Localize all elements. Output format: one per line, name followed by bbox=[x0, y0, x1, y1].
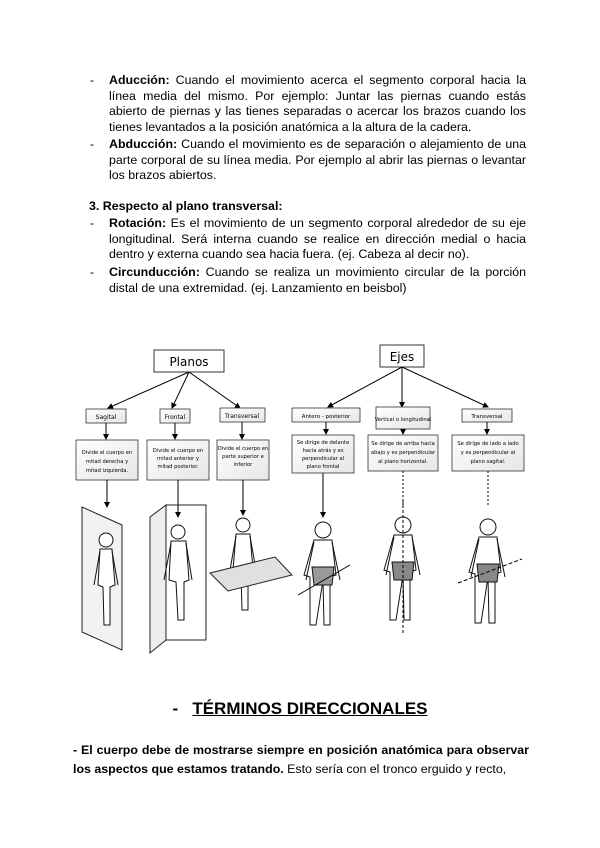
bullet-dash: - bbox=[90, 265, 95, 279]
text-abduccion: Cuando el movimiento es de separación o alejamiento de una parte corporal de su línea media. Por ejemplo al abrir las piernas o levantar los brazos abiertos. bbox=[109, 137, 526, 183]
figure-vertical bbox=[384, 500, 420, 635]
ejes-title: Ejes bbox=[389, 350, 415, 364]
plano-desc-transversal-3: inferior bbox=[233, 462, 253, 468]
plano-desc-sagital-3: mitad izquierda. bbox=[85, 468, 129, 474]
eje-desc-antero-1: Se dirige de delante bbox=[296, 440, 350, 446]
text-rotacion: Es el movimiento de un segmento corporal alrededor de su eje longitudinal. Será interna cuando se realice en dirección medial o hacia dentro y externa cuando sea hacia fuera. (ej. Cabeza al decir no). bbox=[109, 216, 526, 262]
text-aduccion: Cuando el movimiento acerca el segmento corporal hacia la línea media del mismo. Por ejemplo: Juntar las piernas cuando estás abierto de piernas y las tienes separadas o acercar los brazos cuando los tienes levantados a la posición anatómica a la altura de la cadera. bbox=[109, 73, 526, 134]
text-circunduccion: Cuando se realiza un movimiento circular de la porción distal de una extremidad. (ej. Lanzamiento en beisbol) bbox=[109, 265, 526, 295]
figure-transversal bbox=[210, 518, 292, 610]
section-title-dash: - bbox=[172, 699, 179, 718]
section-title-text: TÉRMINOS DIRECCIONALES bbox=[192, 699, 428, 718]
eje-name-transversal: Transversal bbox=[471, 414, 503, 420]
figures bbox=[82, 500, 522, 653]
eje-desc-antero-4: plano frontal bbox=[306, 464, 340, 470]
eje-desc-vertical-1: Se dirige de arriba hacia bbox=[371, 441, 435, 447]
eje-desc-transversal-3: plano sagital. bbox=[470, 459, 506, 465]
eje-name-vertical: Vertical o longitudinal bbox=[374, 417, 432, 423]
figure-sagittal bbox=[82, 507, 122, 650]
term-rotacion: Rotación: bbox=[109, 216, 167, 230]
plano-desc-frontal-1: Divide el cuerpo en bbox=[152, 448, 204, 454]
list-item-circunduccion bbox=[109, 265, 526, 296]
term-circunduccion: Circunducción: bbox=[109, 265, 200, 279]
figure-frontal bbox=[150, 505, 206, 653]
plano-name-sagital: Sagital bbox=[95, 414, 117, 421]
list-item-aduccion bbox=[109, 73, 526, 135]
term-abduccion: Abducción: bbox=[109, 137, 178, 151]
plano-desc-sagital-2: mitad derecha y bbox=[85, 459, 129, 465]
planos-title: Planos bbox=[169, 355, 209, 369]
final-paragraph-normal: Esto sería con el tronco erguido y recto, bbox=[283, 762, 507, 776]
eje-desc-vertical-3: al plano horizontal. bbox=[378, 459, 428, 465]
figure-transversal-axis bbox=[458, 519, 522, 623]
term-aduccion: Aducción: bbox=[109, 73, 170, 87]
plano-desc-frontal-3: mitad posterior. bbox=[157, 464, 199, 470]
bullet-dash: - bbox=[90, 73, 95, 87]
eje-desc-vertical-2: abajo y es perpendicular bbox=[370, 450, 436, 456]
plano-desc-sagital-1: Divide el cuerpo en bbox=[81, 450, 133, 456]
eje-desc-transversal-1: Se dirige de lado a lado bbox=[457, 441, 519, 447]
list-item-abduccion bbox=[109, 137, 526, 184]
final-paragraph bbox=[73, 741, 529, 779]
plano-name-frontal: Frontal bbox=[164, 414, 186, 421]
planes-axes-diagram bbox=[70, 335, 530, 660]
plano-desc-transversal-2: parte superior e bbox=[222, 454, 264, 460]
eje-name-antero: Antero - posterior bbox=[301, 414, 351, 420]
planos-tree bbox=[76, 350, 269, 517]
plano-desc-frontal-2: mitad anterior y bbox=[157, 456, 199, 462]
figure-antero-posterior bbox=[298, 522, 350, 625]
list-item-rotacion bbox=[109, 216, 526, 263]
section3-heading: 3. Respecto al plano transversal: bbox=[89, 199, 283, 213]
eje-desc-transversal-2: y es perpendicular al bbox=[460, 450, 516, 456]
eje-desc-antero-3: perpendicular al bbox=[301, 456, 345, 462]
bullet-dash: - bbox=[90, 216, 95, 230]
eje-desc-antero-2: hacia atrás y es bbox=[302, 448, 344, 454]
ejes-tree bbox=[292, 345, 524, 517]
plano-desc-transversal-1: Divide el cuerpo en bbox=[217, 446, 269, 452]
plano-name-transversal: Transversal bbox=[224, 413, 260, 420]
bullet-dash: - bbox=[90, 137, 95, 151]
section-title bbox=[0, 699, 600, 719]
final-paragraph-bold: - El cuerpo debe de mostrarse siempre en posición anatómica para observar los aspectos que estamos tratando. bbox=[73, 743, 529, 776]
